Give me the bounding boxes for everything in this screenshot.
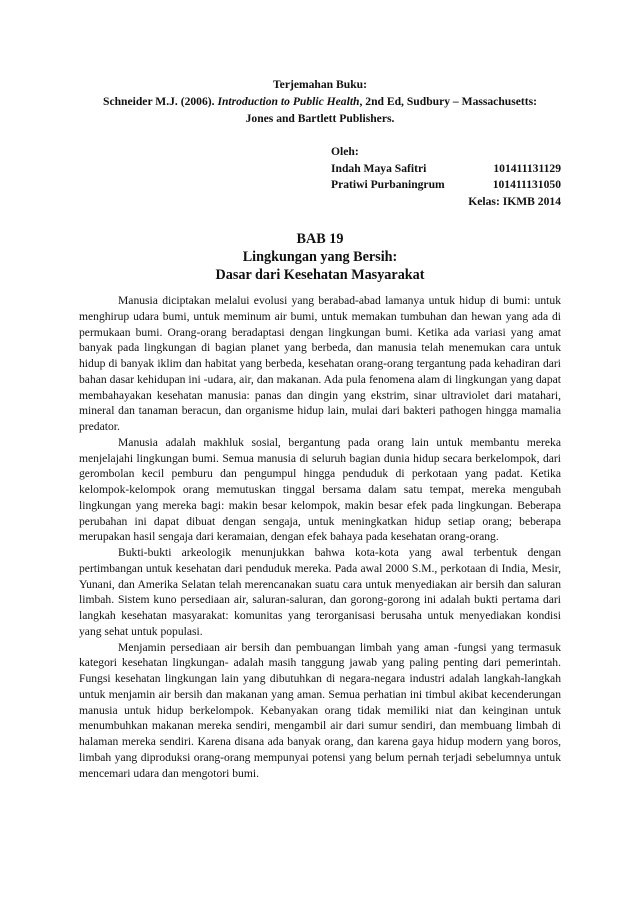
chapter-number: BAB 19: [296, 231, 344, 247]
chapter-heading: [79, 230, 561, 284]
body-paragraph: Bukti-bukti arkeologik menunjukkan bahwa kota-kota yang awal terbentuk dengan pertimbangan untuk kesehatan dari penduduk mereka. Pada awal 2000 S.M., perkotaan di India, Mesir, Yunani, dan Amerika Selatan telah merencanakan suatu cara untuk menyediakan air bersih dan saluran limbah. Sistem kuno persediaan air, saluran-saluran, dan gorong-gorong ini adalah bukti pertama dari langkah kesehatan masyarakat: komunitas yang terorganisasi berusaha untuk menyediakan kondisi yang sehat untuk populasi.: [79, 546, 561, 638]
chapter-title: Lingkungan yang Bersih:: [242, 249, 398, 265]
author-id: 101411131129: [493, 161, 561, 175]
author-name: Pratiwi Purbaningrum: [331, 178, 445, 191]
document-header: [79, 0, 561, 127]
citation-edition-place: , 2nd Ed, Sudbury – Massachusetts:: [359, 95, 537, 108]
citation-book-title: Introduction to Public Health: [217, 95, 360, 108]
body-paragraph: Menjamin persediaan air bersih dan pembuangan limbah yang aman -fungsi yang termasuk kategori kesehatan lingkungan- adalah masih tanggung jawab yang paling penting dari pemerintah. Fungsi kesehatan lingkungan lain yang dibutuhkan di negara-negara industri adalah langkah-langkah untuk menjamin air bersih dan makanan yang aman. Semua perhatian ini timbul akibat kecenderungan manusia untuk hidup berkelompok. Kebanyakan orang tidak memiliki niat dan keinginan untuk menumbuhkan makanan mereka sendiri, mengambil air dari sumur sendiri, dan membuang limbah di halaman mereka sendiri. Karena disana ada banyak orang, dan karena gaya hidup modern yang boros, limbah yang diproduksi orang-orang mempunyai potensi yang belum pernah terjadi sebelumnya untuk mencemari udara dan mengotori bumi.: [79, 640, 561, 780]
book-citation: [79, 93, 561, 110]
body-paragraph: Manusia adalah makhluk sosial, bergantung pada orang lain untuk membantu mereka menjelajahi lingkungan bumi. Semua manusia di seluruh bagian dunia hidup secara berkelompok, dari gerombolan kecil pemburu dan pengumpul hingga penduduk di perkotaan yang padat. Ketika kelompok-kelompok orang memutuskan tinggal bersama dalam satu tempat, mereka mengubah lingkungan yang mereka bagi: makin besar kelompok, makin besar efek pada lingkungan. Beberapa perubahan ini dapat dibuat dengan sengaja, untuk meningkatkan hidup setiap orang; beberapa merupakan hasil sengaja dari keramaian, dengan efek bahaya pada kesehatan orang-orang.: [79, 435, 561, 544]
citation-author-year: Schneider M.J. (2006).: [103, 95, 218, 108]
translation-label: Terjemahan Buku:: [273, 78, 367, 91]
author-id: 101411131050: [492, 178, 561, 191]
author-name: Indah Maya Safitri: [331, 161, 427, 175]
class-label: Kelas: IKMB 2014: [468, 194, 561, 208]
author-row: [331, 161, 561, 178]
authors-label: Oleh:: [331, 145, 359, 158]
author-row: [331, 177, 561, 194]
citation-publisher: Jones and Bartlett Publishers.: [245, 112, 395, 125]
document-body: [79, 293, 561, 781]
authors-block: [331, 144, 561, 210]
body-paragraph: Manusia diciptakan melalui evolusi yang berabad-abad lamanya untuk hidup di bumi: untuk menghirup udara bumi, untuk meminum air bumi, untuk memakan tumbuhan dan hewan yang ada di permukaan bumi. Orang-orang beradaptasi dengan lingkungan bumi. Ketika ada variasi yang amat banyak pada lingkungan di bagian planet yang berbeda, dan manusia telah menemukan cara untuk hidup di banyak iklim dan habitat yang berbeda, kesehatan orang-orang tergantung pada kehadiran dari bahan dasar kehidupan ini -udara, air, dan makanan. Ada pula fenomena alam di lingkungan yang dapat membahayakan kesehatan manusia: panas dan dingin yang ekstrim, sinar ultraviolet dari matahari, mineral dan tanaman beracun, dan organisme hidup lain, mulai dari bakteri pathogen hingga mamalia predator.: [79, 294, 561, 433]
chapter-subtitle: Dasar dari Kesehatan Masyarakat: [215, 267, 425, 283]
